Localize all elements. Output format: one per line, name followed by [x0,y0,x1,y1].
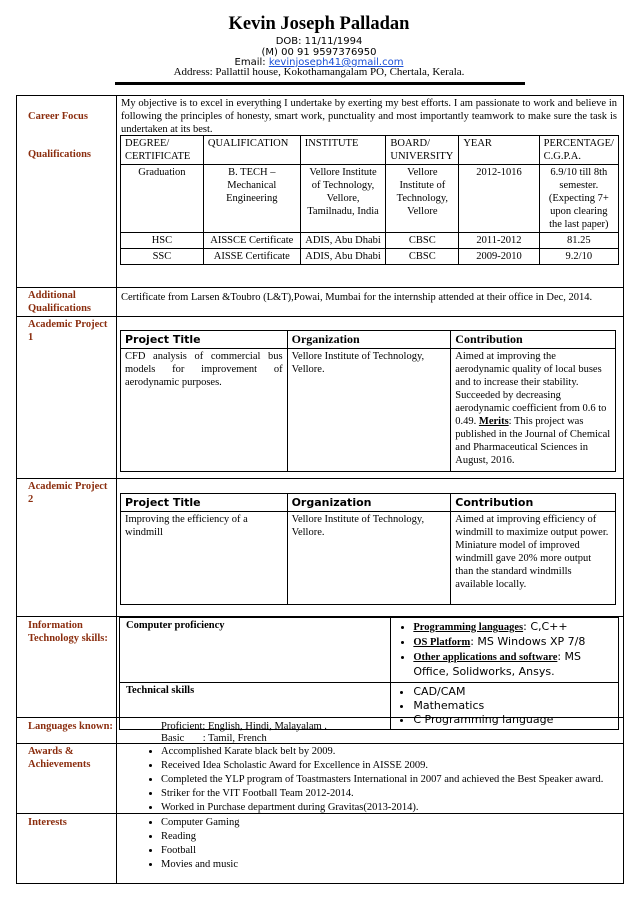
qualifications-header-row [121,136,619,165]
contribution-text: Aimed at improving the aerodynamic quality of local buses and to increase their stability. Succeeded by decreasing aerodynamic coefficient from 0.6 to 0.49. [455,351,607,427]
table-header: PERCENTAGE/ C.G.P.A. [539,136,618,165]
table-cell: 9.2/10 [539,249,618,265]
technical-skills-label: Technical skills [120,683,391,730]
project-contribution: Aimed at improving efficiency of windmill to maximize output power. Miniature model of improved windmill gave 20% more output than the standard windmills available locally. [451,512,616,605]
list-item: • Reading [161,830,461,844]
list-item: • CAD/CAM [413,685,612,699]
table-cell: AISSE Certificate [203,249,300,265]
it-skills-label: Information Technology skills: [28,620,108,644]
resume-name: Kevin Joseph Palladan [228,14,410,34]
table-row [121,249,619,265]
label-column-divider [116,95,117,883]
table-header: INSTITUTE [300,136,386,165]
address: Address: Pallattil house, Kokothamangalam PO, Chertala, Kerala. [173,66,465,78]
career-focus-label: Career Focus [28,111,88,122]
table-cell: 81.25 [539,233,618,249]
dob: DOB: 11/11/1994 [275,36,363,47]
contribution-header: Contribution [451,331,616,349]
project-1-table [120,330,616,472]
list-item: • Mathematics [413,699,612,713]
table-header: DEGREE/ CERTIFICATE [121,136,204,165]
additional-qualifications-label: Additional Qualifications [28,290,92,314]
awards-label: Awards & Achievements [28,746,91,770]
languages-label: Languages known: [28,721,113,732]
mobile: (M) 00 91 9597376950 [261,47,377,58]
table-cell: SSC [121,249,204,265]
table-cell: CBSC [386,233,459,249]
project-title: Improving the efficiency of a windmill [121,512,288,605]
qualifications-label: Qualifications [28,149,92,160]
email-link[interactable]: kevinjoseph41@gmail.com [268,57,404,68]
languages-proficient: Proficient: English, Hindi, Malayalam . [161,721,327,732]
qualifications-table [120,135,619,265]
other-applications-label: Other applications and software [413,652,558,663]
email-label: Email: [234,57,266,68]
table-cell: Vellore Institute of Technology, Vellore [386,165,459,233]
programming-languages-label: Programming languages [413,622,524,633]
list-item: • Worked in Purchase department during Gravitas(2013-2014). [161,801,638,815]
project-title-header: Project Title [121,494,288,512]
table-cell: Vellore Institute of Technology, Vellore, Tamilnadu, India [300,165,386,233]
row-divider [16,316,623,317]
list-item [413,635,612,650]
table-cell: ADIS, Abu Dhabi [300,233,386,249]
merits-text: : This project was published in the Journal of Chemical and Pharmaceutical Sciences in August, 2016. [455,416,611,466]
computer-proficiency-list [391,618,619,683]
project-2-table [120,493,616,605]
merits-label: Merits [478,416,509,427]
project-organization: Vellore Institute of Technology, Vellore. [287,349,451,472]
organization-header: Organization [287,494,451,512]
it-skills-table [119,617,619,730]
list-item: • Computer Gaming [161,816,461,830]
list-item: • Received Idea Scholastic Award for Excellence in AISSE 2009. [161,759,638,773]
academic-project-1-label: Academic Project 1 [28,319,108,343]
organization-header: Organization [287,331,451,349]
technical-skills-list [391,683,619,730]
list-item [413,620,612,635]
header-divider [115,82,525,85]
table-cell: 2011-2012 [459,233,539,249]
career-focus-text: My objective is to excel in everything I undertake by exerting my best efforts. I am passionate to work and believe in following the principles of honesty, smart work, punctuality and most importantly teamwork to make sure the task is undertaken at its best. [121,98,617,135]
table-cell: 2012-1016 [459,165,539,233]
contribution-header: Contribution [451,494,616,512]
table-cell: CBSC [386,249,459,265]
list-item [413,650,612,680]
other-applications-value: : MS Office, Solidworks, Ansys. [413,650,582,678]
table-cell: 2009-2010 [459,249,539,265]
os-platform-value: : MS Windows XP 7/8 [470,635,586,648]
row-divider [16,743,623,744]
row-divider [16,287,623,288]
computer-proficiency-label: Computer proficiency [120,618,391,683]
interests-label: Interests [28,817,67,828]
additional-qualifications-text: Certificate from Larsen &Toubro (L&T),Powai, Mumbai for the internship attended at their office in Dec, 2014. [121,292,593,303]
project-title-header: Project Title [121,331,288,349]
project-organization: Vellore Institute of Technology, Vellore. [287,512,451,605]
table-cell: 6.9/10 till 8th semester. (Expecting 7+ upon clearing the last paper) [539,165,618,233]
languages-basic: Basic : Tamil, French [161,733,267,744]
table-cell: AISSCE Certificate [203,233,300,249]
list-item: • Striker for the VIT Football Team 2012-2014. [161,787,638,801]
table-header: YEAR [459,136,539,165]
table-row [121,165,619,233]
awards-list [129,745,638,815]
list-item: • Accomplished Karate black belt by 2009. [161,745,638,759]
row-divider [16,478,623,479]
table-cell: Graduation [121,165,204,233]
table-cell: B. TECH – Mechanical Engineering [203,165,300,233]
list-item: • C Programming language [413,713,612,727]
table-cell: ADIS, Abu Dhabi [300,249,386,265]
list-item: • Completed the YLP program of Toastmasters International in 2007 and achieved the Best Speaker award. [161,773,638,787]
interests-list [129,816,461,872]
table-row [121,233,619,249]
list-item: • Movies and music [161,858,461,872]
table-cell: HSC [121,233,204,249]
table-header: BOARD/ UNIVERSITY [386,136,459,165]
academic-project-2-label: Academic Project 2 [28,481,108,505]
list-item: • Football [161,844,461,858]
project-contribution [451,349,616,472]
table-header: QUALIFICATION [203,136,300,165]
os-platform-label: OS Platform [413,637,471,648]
project-title: CFD analysis of commercial bus models for improvement of aerodynamic purposes. [121,349,288,472]
programming-languages-value: : C,C++ [523,620,568,633]
